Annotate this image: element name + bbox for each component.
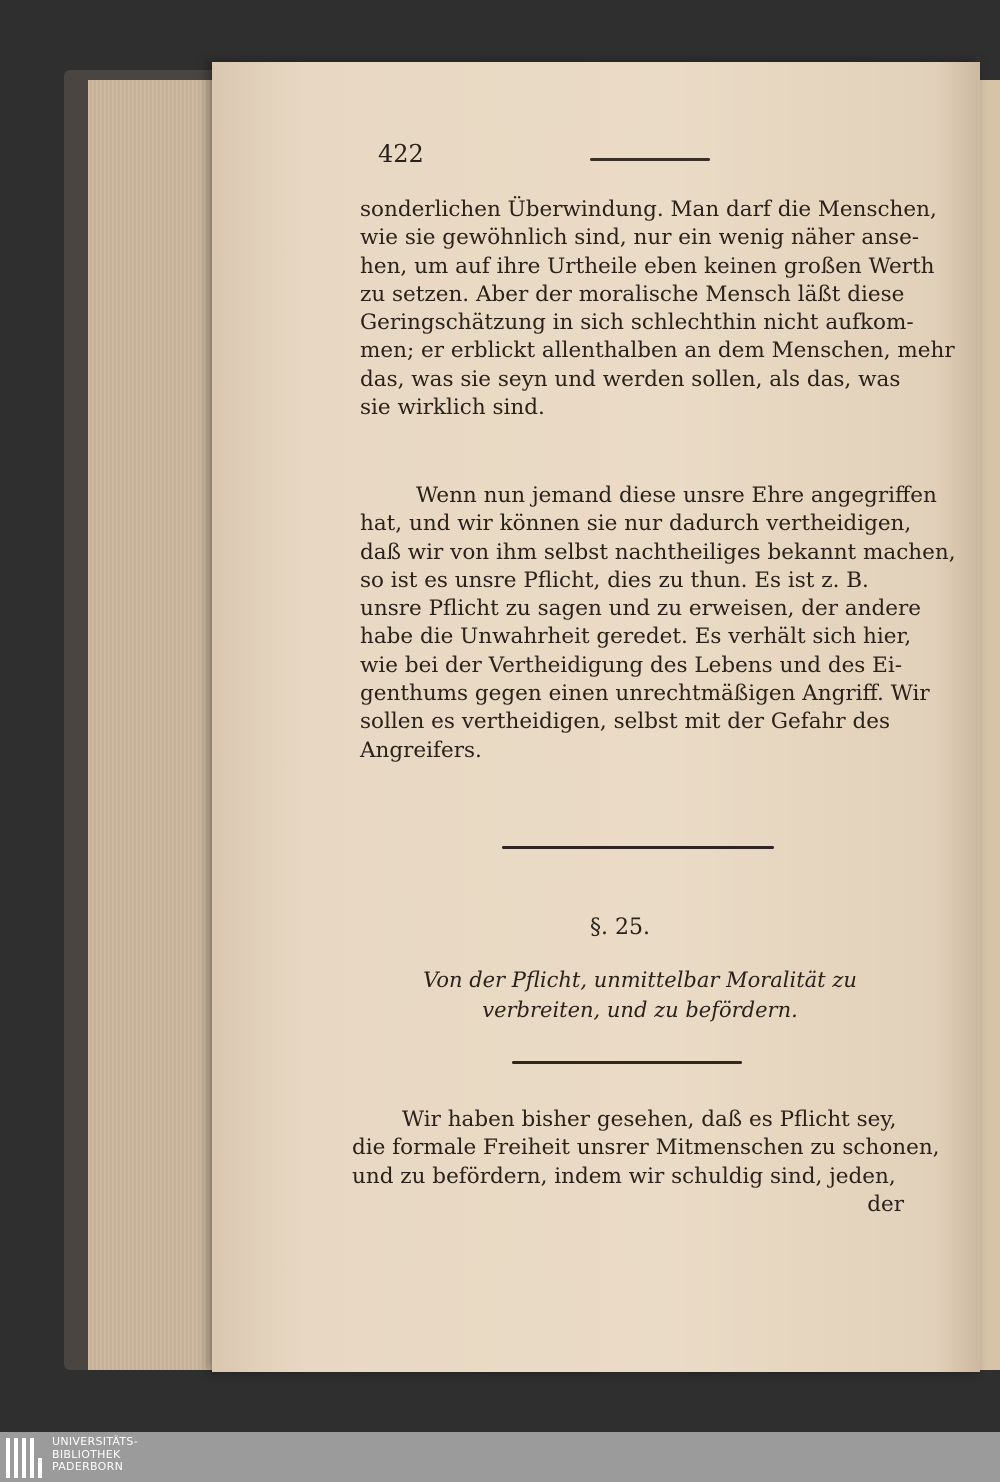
library-logo-text [52,1436,138,1474]
text-line: daß wir von ihm selbst nachtheiliges bekannt machen, [360,539,956,565]
text-line: Geringschätzung in sich schlechthin nicht aufkom- [360,310,914,336]
text-line: sollen es vertheidigen, selbst mit der Gefahr des [360,709,890,735]
catchword: der [867,1191,904,1217]
paragraph-3 [352,1106,940,1219]
logo-line: UNIVERSITÄTS- [52,1435,138,1448]
section-title [380,965,900,1025]
section-number: §. 25. [590,915,650,940]
library-logo-icon [6,1438,46,1478]
text-line: hen, um auf ihre Urtheile eben keinen großen Werth [360,253,935,279]
text-line: Wenn nun jemand diese unsre Ehre angegriffen [416,483,937,508]
section-divider-top [502,846,774,849]
text-line: Angreifers. [360,737,482,763]
title-line: Von der Pflicht, unmittelbar Moralität zu [423,968,857,992]
text-line: sonderlichen Überwindung. Man darf die Menschen, [360,197,937,222]
logo-line: BIBLIOTHEK [52,1447,121,1461]
text-line: so ist es unsre Pflicht, dies zu thun. Es ist z. B. [360,567,869,593]
text-line: und zu befördern, indem wir schuldig sind, jeden, [352,1163,896,1189]
text-line: Wir haben bisher gesehen, daß es Pflicht sey, [402,1107,897,1132]
text-line: unsre Pflicht zu sagen und zu erweisen, der andere [360,596,921,622]
section-divider-bottom [512,1061,742,1064]
text-line: habe die Unwahrheit geredet. Es verhält sich hier, [360,624,912,650]
text-line: hat, und wir können sie nur dadurch vertheidigen, [360,511,912,537]
paragraph-1 [360,196,955,422]
text-line: men; er erblickt allenthalben an dem Menschen, mehr [360,338,955,364]
text-line: wie bei der Vertheidigung des Lebens und des Ei- [360,652,903,678]
logo-line: PADERBORN [52,1460,124,1473]
library-footer [0,1432,1000,1482]
text-line: sie wirklich sind. [360,395,545,421]
header-rule [590,158,710,161]
title-line: verbreiten, und zu befördern. [482,998,798,1022]
text-line: das, was sie seyn und werden sollen, als das, was [360,366,901,392]
text-line: die formale Freiheit unsrer Mitmenschen zu schonen, [352,1135,940,1161]
page-number: 422 [378,140,424,168]
paragraph-2 [360,482,956,765]
text-line: wie sie gewöhnlich sind, nur ein wenig näher anse- [360,225,920,251]
text-line: genthums gegen einen unrechtmäßigen Angriff. Wir [360,681,930,707]
text-line: zu setzen. Aber der moralische Mensch läßt diese [360,281,905,307]
